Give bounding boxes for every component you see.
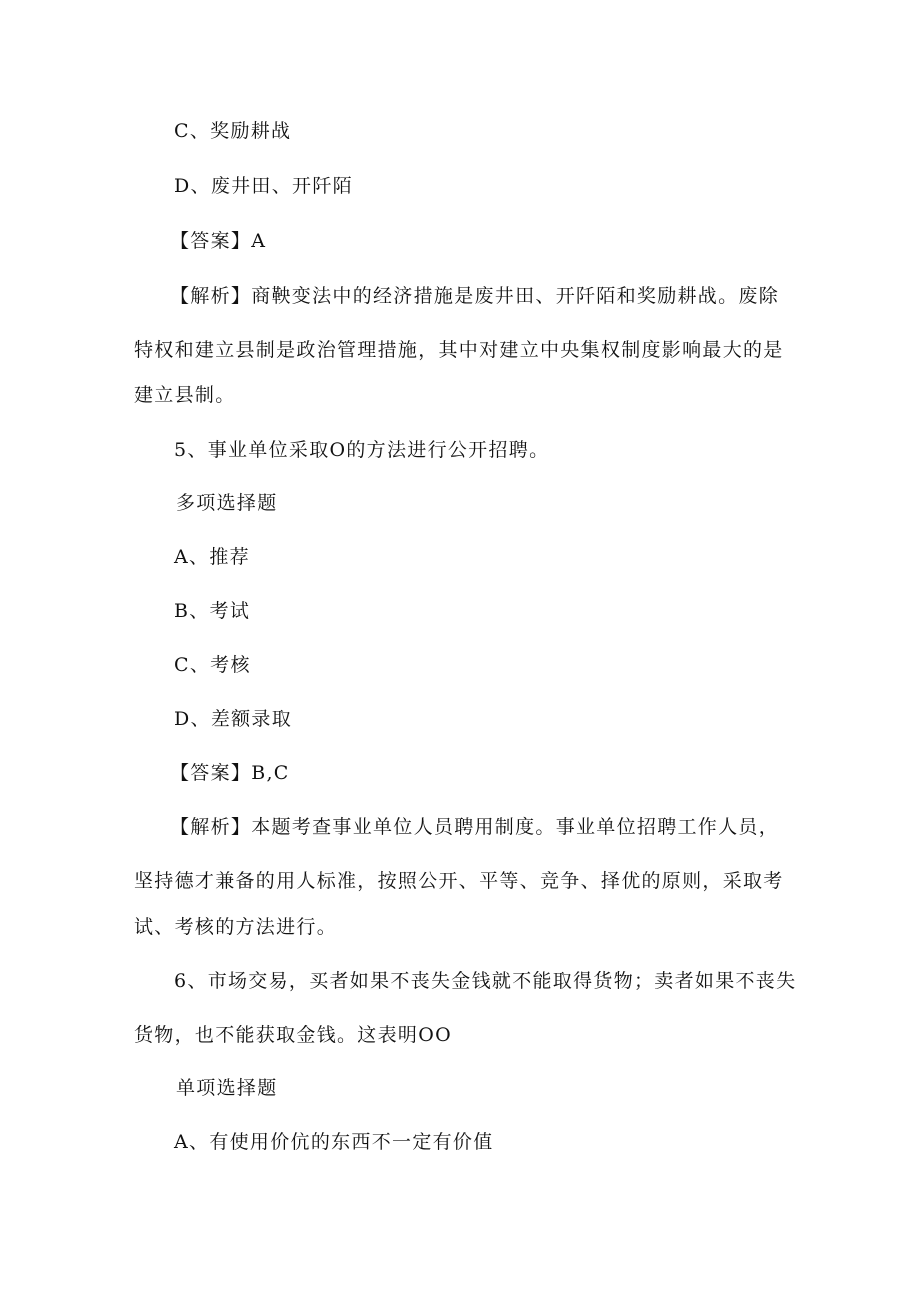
answer: 【答案】B,C — [170, 762, 290, 784]
analysis-line: 特权和建立县制是政治管理措施，其中对建立中央集权制度影响最大的是 — [134, 339, 784, 361]
option-c: C、奖励耕战 — [174, 120, 292, 142]
answer: 【答案】A — [170, 230, 267, 252]
analysis-line: 建立县制。 — [134, 384, 236, 406]
analysis-line: 【解析】本题考查事业单位人员聘用制度。事业单位招聘工作人员， — [170, 816, 780, 838]
question-6-cont: 货物，也不能获取金钱。这表明OO — [134, 1024, 452, 1046]
analysis-line: 【解析】商鞅变法中的经济措施是废井田、开阡陌和奖励耕战。废除 — [170, 285, 780, 307]
option-c: C、考核 — [174, 654, 251, 676]
option-b: B、考试 — [174, 600, 251, 622]
option-a: A、有使用价伉的东西不一定有价值 — [174, 1131, 494, 1153]
question-6: 6、市场交易，买者如果不丧失金钱就不能取得货物；卖者如果不丧失 — [174, 970, 797, 992]
option-d: D、差额录取 — [174, 708, 293, 730]
question-type: 多项选择题 — [176, 492, 278, 514]
question-type: 单项选择题 — [176, 1077, 278, 1099]
analysis-line: 坚持德才兼备的用人标准，按照公开、平等、竞争、择优的原则，采取考 — [134, 870, 784, 892]
question-5: 5、事业单位采取O的方法进行公开招聘。 — [174, 439, 550, 461]
option-d: D、废井田、开阡陌 — [174, 175, 353, 197]
analysis-line: 试、考核的方法进行。 — [134, 916, 338, 938]
option-a: A、推荐 — [174, 546, 250, 568]
